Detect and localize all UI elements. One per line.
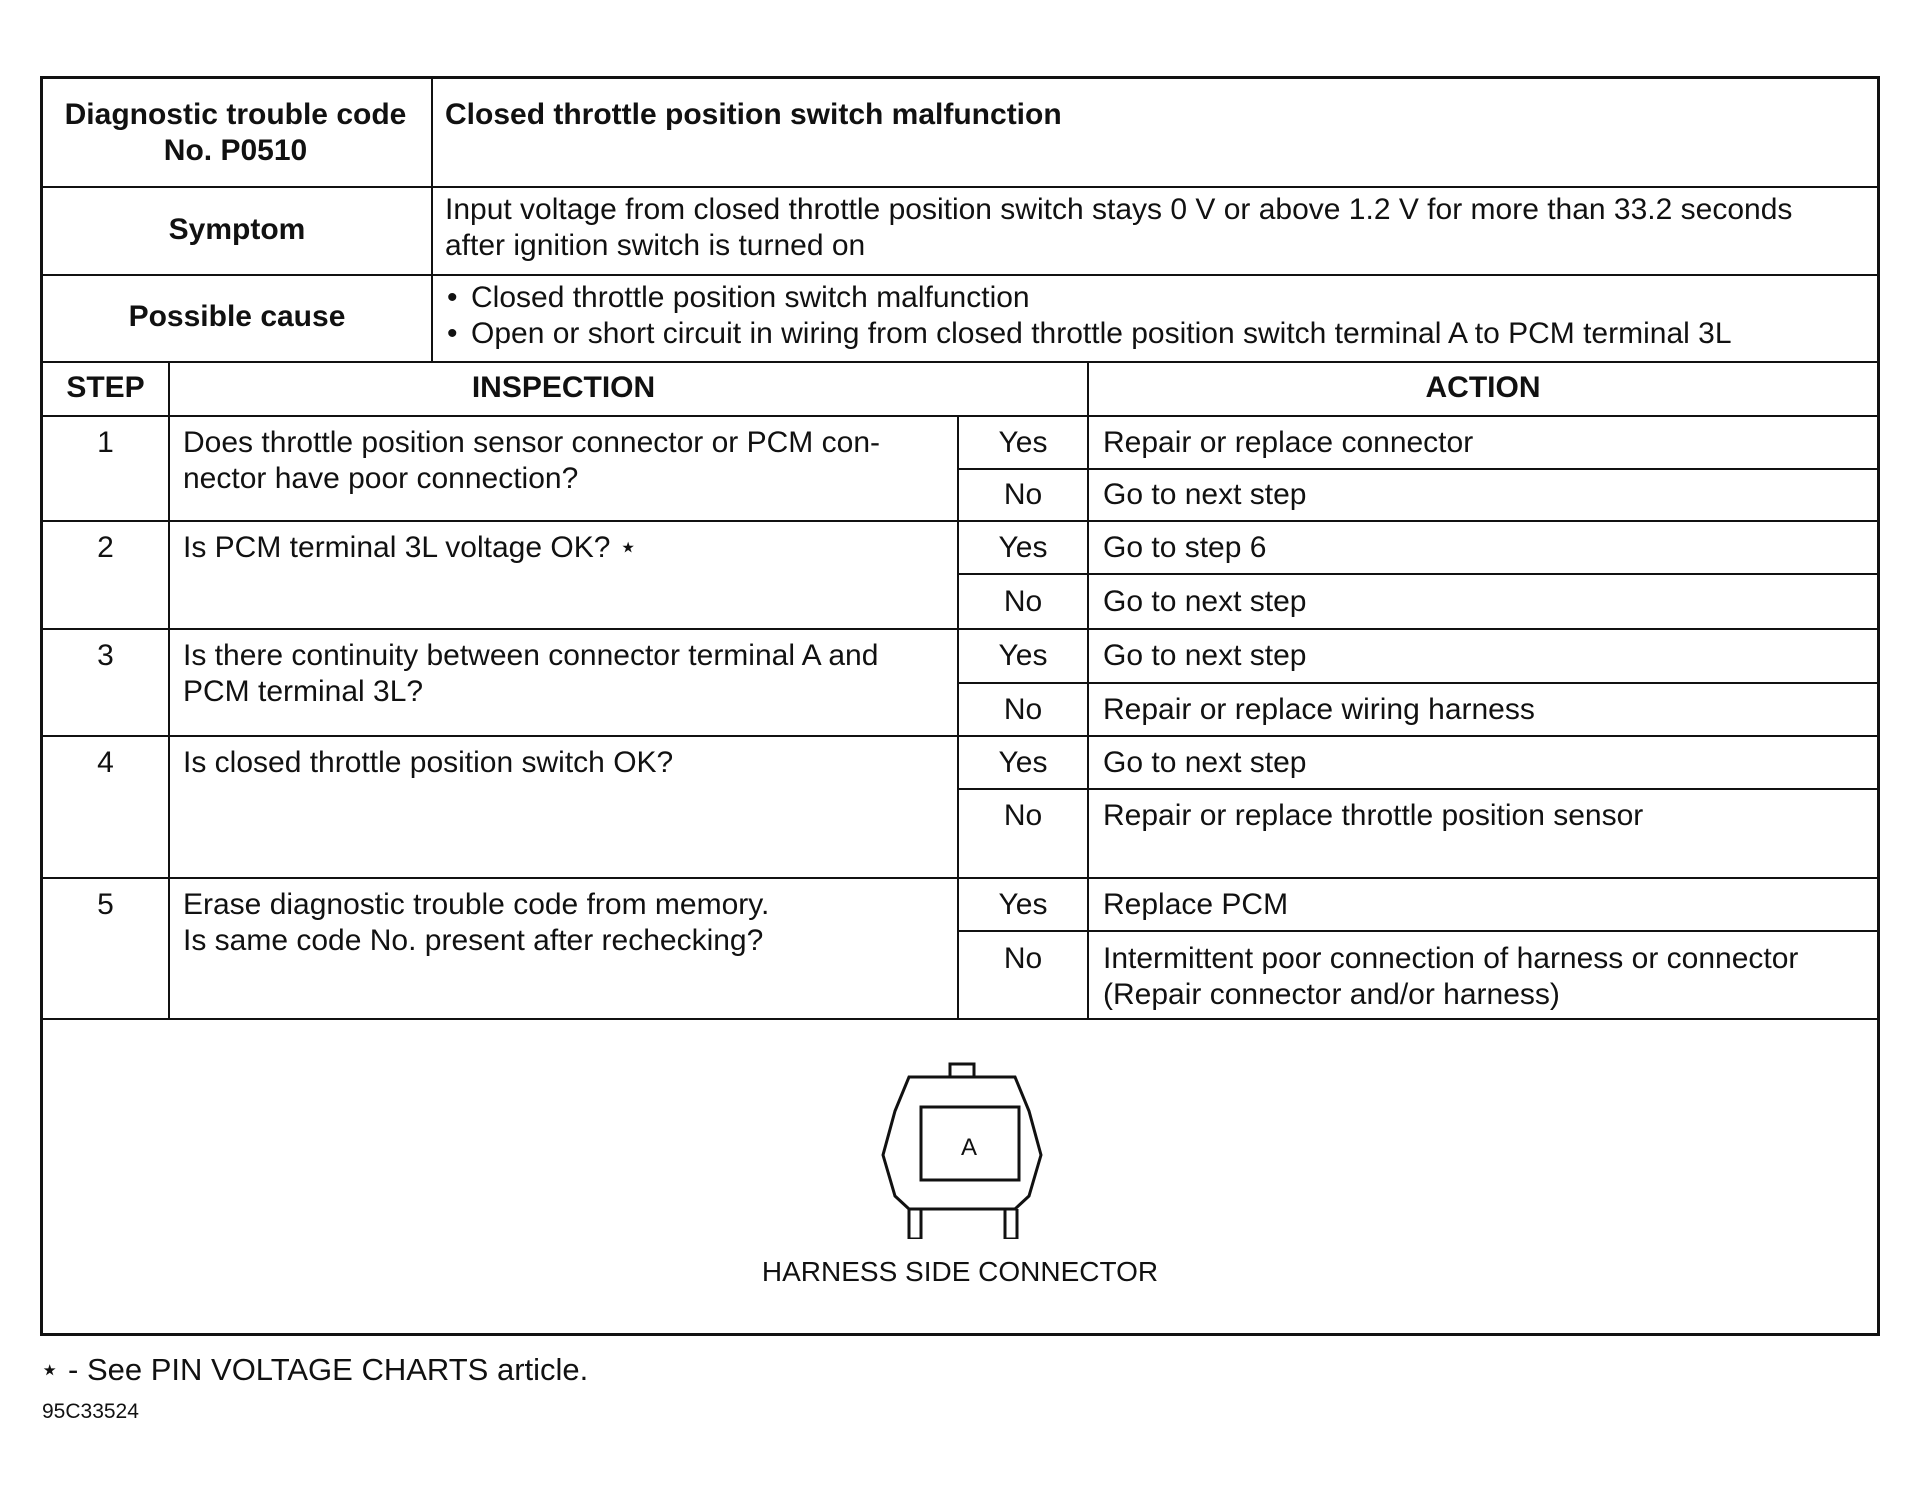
terminal-a-label: A	[960, 1134, 978, 1161]
step-inspection: Erase diagnostic trouble code from memory. Is same code No. present after rechecking?	[183, 888, 770, 957]
step-inspection: Is there continuity between connector terminal A and PCM terminal 3L?	[183, 639, 879, 708]
no-action: Go to next step	[1103, 585, 1307, 618]
no-action: Repair or replace wiring harness	[1103, 693, 1535, 726]
column-header-inspection: INSPECTION	[471, 371, 656, 404]
column-header-step: STEP	[66, 371, 145, 404]
step-number: 1	[97, 426, 114, 459]
step-inspection: Does throttle position sensor connector or PCM con- nector have poor connection?	[183, 426, 880, 495]
column-header-action: ACTION	[1425, 371, 1541, 404]
connector-caption: HARNESS SIDE CONNECTOR	[761, 1256, 1159, 1287]
yes-action: Repair or replace connector	[1103, 426, 1474, 459]
connector-lock-tab	[950, 1064, 974, 1077]
no-label: No	[1003, 585, 1043, 618]
no-label: No	[1003, 942, 1043, 975]
cause-item: • Closed throttle position switch malfunction	[441, 280, 1871, 316]
yes-label: Yes	[998, 639, 1048, 672]
no-action: Go to next step	[1103, 478, 1307, 511]
possible-cause-label: Possible cause	[128, 300, 346, 333]
step-number: 2	[97, 531, 114, 564]
yes-action: Go to next step	[1103, 639, 1307, 672]
connector-left-leg	[909, 1209, 921, 1239]
step-inspection: Is PCM terminal 3L voltage OK? ⋆	[183, 531, 638, 564]
dtc-label: Diagnostic trouble code No. P0510	[64, 98, 407, 167]
yes-action: Go to step 6	[1103, 531, 1267, 564]
symptom-label: Symptom	[168, 213, 306, 246]
possible-cause-list	[441, 280, 1871, 352]
yes-action: Replace PCM	[1103, 888, 1289, 921]
no-label: No	[1003, 799, 1043, 832]
dtc-title: Closed throttle position switch malfunction	[445, 98, 1062, 131]
harness-connector-diagram	[871, 1059, 1051, 1239]
step-inspection: Is closed throttle position switch OK?	[183, 746, 674, 779]
no-action: Repair or replace throttle position sensor	[1103, 799, 1644, 832]
step-number: 5	[97, 888, 114, 921]
yes-label: Yes	[998, 531, 1048, 564]
footnote: ⋆ - See PIN VOLTAGE CHARTS article.	[40, 1352, 589, 1387]
connector-right-leg	[1005, 1209, 1017, 1239]
figure-code: 95C33524	[42, 1400, 139, 1423]
no-label: No	[1003, 693, 1043, 726]
no-action: Intermittent poor connection of harness or connector (Repair connector and/or harness)	[1103, 942, 1799, 1011]
yes-label: Yes	[998, 888, 1048, 921]
step-number: 4	[97, 746, 114, 779]
symptom-text: Input voltage from closed throttle position switch stays 0 V or above 1.2 V for more than 33.2 seconds after ignition switch is turned on	[445, 193, 1793, 262]
step-number: 3	[97, 639, 114, 672]
cause-item: • Open or short circuit in wiring from closed throttle position switch terminal A to PCM terminal 3L	[441, 316, 1871, 352]
yes-label: Yes	[998, 746, 1048, 779]
no-label: No	[1003, 478, 1043, 511]
diagnostic-table	[40, 76, 1880, 1336]
yes-label: Yes	[998, 426, 1048, 459]
yes-action: Go to next step	[1103, 746, 1307, 779]
